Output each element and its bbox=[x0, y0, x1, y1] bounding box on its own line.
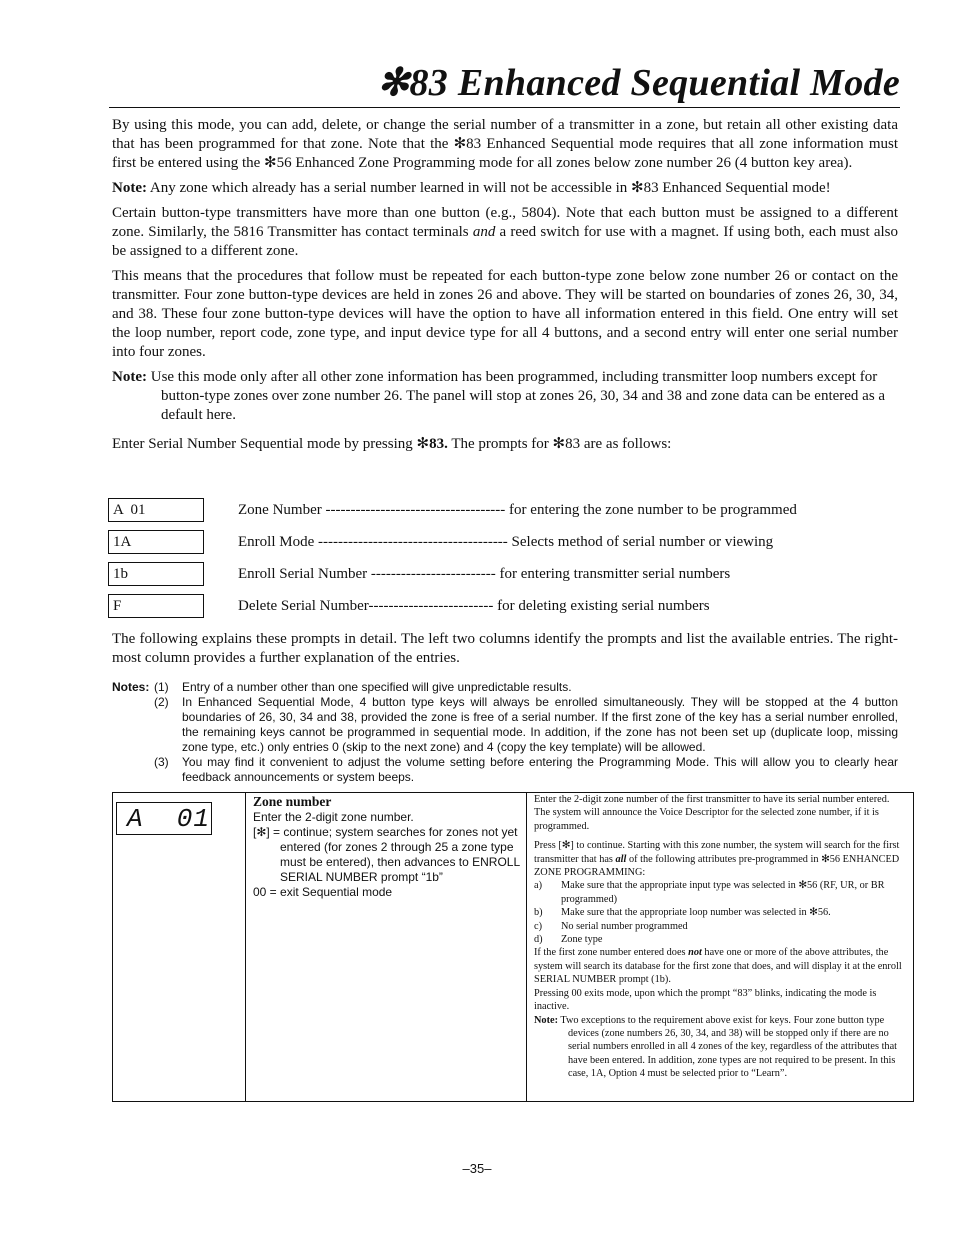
title-rule bbox=[109, 107, 900, 108]
notes-item bbox=[112, 695, 898, 755]
notes-label: Notes: bbox=[112, 680, 150, 694]
note-1 bbox=[112, 179, 898, 198]
explanation-text: Press [✻] to continue. Starting with this zone number, the system will search for the first transmitter that has bbox=[534, 840, 900, 865]
page-number: –35– bbox=[462, 1161, 492, 1176]
prompt-code: A 01 bbox=[108, 498, 204, 522]
notes-item bbox=[112, 755, 898, 785]
notes-item-text: You may find it convenient to adjust the volume setting before entering the Programming Mode. This will allow you to clearly hear feedback announcements or system beeps. bbox=[182, 755, 898, 784]
note-1-text: Any zone which already has a serial number learned in will not be accessible in ✻83 Enhanced Sequential mode! bbox=[149, 180, 831, 196]
notes-item bbox=[112, 680, 898, 695]
prompt-code: 1b bbox=[108, 562, 204, 586]
note-2-label: Note: bbox=[112, 369, 147, 385]
notes-item-text: In Enhanced Sequential Mode, 4 button type keys will always be enrolled simultaneously. They will be stopped at the 4 button boundaries of 26, 30, 34 and 38, provided the zone is free of a serial number. If the first zone of the key has a serial number enrolled, the remaining keys cannot be programmed in sequential mode. In addition, if the zone has not been set up (duplicate loop, missing zone type, etc.) only entries 0 (skip to the next zone) and 4 (copy the key template) will be allowed. bbox=[182, 695, 898, 754]
intro-paragraph: By using this mode, you can add, delete, or change the serial number of a transmitter in a zone, but retain all other existing data that has been programmed for that zone. Note that the ✻83 Enhanced Sequential mode requires that all zone information must first be entered using the ✻56 Enhanced Zone Programming mode for all zones below zone number 26 (4 button key area). bbox=[112, 117, 898, 171]
notes-item-text: Entry of a number other than one specified will give unpredictable results. bbox=[182, 680, 572, 694]
explanation-note bbox=[534, 1014, 906, 1081]
entries-line: 00 = exit Sequential mode bbox=[253, 885, 393, 899]
explanation-emph: not bbox=[688, 947, 702, 959]
enter-mode-line bbox=[112, 435, 898, 454]
attribute-item bbox=[534, 920, 906, 933]
entries-content bbox=[253, 793, 523, 900]
explanation-note-label: Note: bbox=[534, 1014, 559, 1026]
prompt-row bbox=[108, 530, 908, 554]
paragraph-buttons bbox=[112, 204, 898, 261]
attribute-item-label: c) bbox=[534, 920, 542, 932]
attribute-item-text: Zone type bbox=[561, 934, 603, 946]
explain-block bbox=[112, 630, 898, 674]
prompt-row bbox=[108, 498, 908, 522]
enter-mode-b: The prompts for ✻83 are as follows: bbox=[447, 436, 672, 452]
keypad-display: A 01 bbox=[116, 802, 212, 835]
notes-item-number: (1) bbox=[154, 680, 169, 694]
explanation-note-text: Two exceptions to the requirement above exist for keys. Four zone button type devices (zone numbers 26, 30, 34, and 38) will be stopped only if there are no serial numbers enrolled in all 4 zones of the key, regardless of the attributes that have been entered. In addition, zone types are not required to be present. In this case, 1A, Option 4 must be selected prior to “Learn”. bbox=[560, 1014, 898, 1080]
paragraph-procedures: This means that the procedures that follow must be repeated for each button-type zone below zone number 26 or contact on the transmitter. Four zone button-type devices are held in zones 26 and above. They will be started on boundaries of zones 26, 30, 34, and 38. These four zone button-type devices will have the option to have all information entered in this field. One entry will set the loop number, report code, zone type, and input device type for all 4 buttons, and a second entry will enter one serial number into four zones. bbox=[112, 268, 898, 360]
attribute-item-label: d) bbox=[534, 934, 543, 946]
explanation-column bbox=[527, 793, 913, 1101]
prompt-code: F bbox=[108, 594, 204, 618]
explanation-text: have one or more of the above attributes, the system will search its database for the first zone that does, and will display it at the enroll SERIAL NUMBER prompt (1b). bbox=[534, 947, 902, 986]
explanation-paragraph: Pressing 00 exits mode, upon which the prompt “83” blinks, indicating the mode is inactive. bbox=[534, 987, 877, 1013]
note-2 bbox=[112, 368, 898, 425]
display-column bbox=[113, 793, 246, 1101]
note-1-label: Note: bbox=[112, 180, 147, 196]
explanation-paragraph: Enter the 2-digit zone number of the first transmitter to have its serial number entered. The system will announce the Voice Descriptor for the selected zone number, if it is programmed. bbox=[534, 794, 890, 832]
paragraph-buttons-b: a reed switch for use with a magnet. If using both, each must also be assigned to a different zone. bbox=[112, 224, 898, 259]
prompt-description: Enroll Serial Number ------------------------- for entering transmitter serial numbers bbox=[238, 566, 731, 582]
notes-item-number: (3) bbox=[154, 755, 169, 769]
paragraph-buttons-emph: and bbox=[472, 224, 496, 240]
explanation-emph: all bbox=[615, 853, 627, 865]
explain-paragraph: The following explains these prompts in detail. The left two columns identify the prompts and list the available entries. The right-most column provides a further explanation of the entries. bbox=[112, 631, 898, 666]
note-2-text: Use this mode only after all other zone information has been programmed, including transmitter loop numbers except for button-type zones over zone number 26. The panel will stop at zones 26, 30, 34 and 38 and zone data can be entered as a default here. bbox=[150, 369, 886, 423]
attribute-item bbox=[534, 879, 906, 906]
paragraph-buttons-a: Certain button-type transmitters have more than one button (e.g., 5804). Note that each button must be assigned to a different zone. Similarly, the 5816 Transmitter has contact terminals bbox=[112, 205, 898, 240]
attribute-item-text: Make sure that the appropriate input type was selected in ✻56 (RF, UR, or BR programmed) bbox=[561, 880, 885, 905]
prompt-description: Enroll Mode -------------------------------------- Selects method of serial number or viewing bbox=[238, 534, 774, 550]
prompt-description: Delete Serial Number------------------------- for deleting existing serial numbers bbox=[238, 598, 710, 614]
enter-mode-bold: 83. bbox=[429, 436, 448, 452]
attribute-item-text: No serial number programmed bbox=[561, 920, 688, 932]
explanation-paragraph bbox=[534, 839, 906, 879]
entries-line: Enter the 2-digit zone number. bbox=[253, 810, 414, 824]
explanation-text: If the first zone number entered does bbox=[534, 947, 689, 959]
entries-column bbox=[246, 793, 527, 1101]
explanation-paragraph bbox=[534, 946, 906, 986]
notes-list bbox=[112, 680, 898, 785]
body-text bbox=[112, 116, 898, 460]
attribute-item-text: Make sure that the appropriate loop number was selected in ✻56. bbox=[561, 907, 831, 919]
notes-item-number: (2) bbox=[154, 695, 169, 709]
explanation-content bbox=[534, 793, 906, 1081]
page-title: ✻83 Enhanced Sequential Mode bbox=[377, 62, 900, 104]
prompt-row bbox=[108, 562, 908, 586]
enter-mode-a: Enter Serial Number Sequential mode by pressing ✻ bbox=[112, 436, 430, 452]
attribute-item bbox=[534, 933, 906, 946]
attribute-item-label: a) bbox=[534, 880, 542, 892]
zone-number-heading: Zone number bbox=[253, 794, 332, 809]
attribute-item-label: b) bbox=[534, 907, 543, 919]
explanation-text: of the following attributes pre-programmed in ✻56 ENHANCED ZONE PROGRAMMING: bbox=[534, 853, 900, 879]
attribute-item bbox=[534, 906, 906, 919]
entries-line: [✻] = continue; system searches for zones not yet entered (for zones 2 through 25 a zone type must be entered), then advances to ENROLL SERIAL NUMBER prompt “1b” bbox=[253, 825, 520, 884]
prompt-row bbox=[108, 594, 908, 618]
prompt-description: Zone Number ------------------------------------ for entering the zone number to be programmed bbox=[238, 502, 797, 518]
prompt-code: 1A bbox=[108, 530, 204, 554]
prompt-detail-table bbox=[112, 792, 914, 1102]
